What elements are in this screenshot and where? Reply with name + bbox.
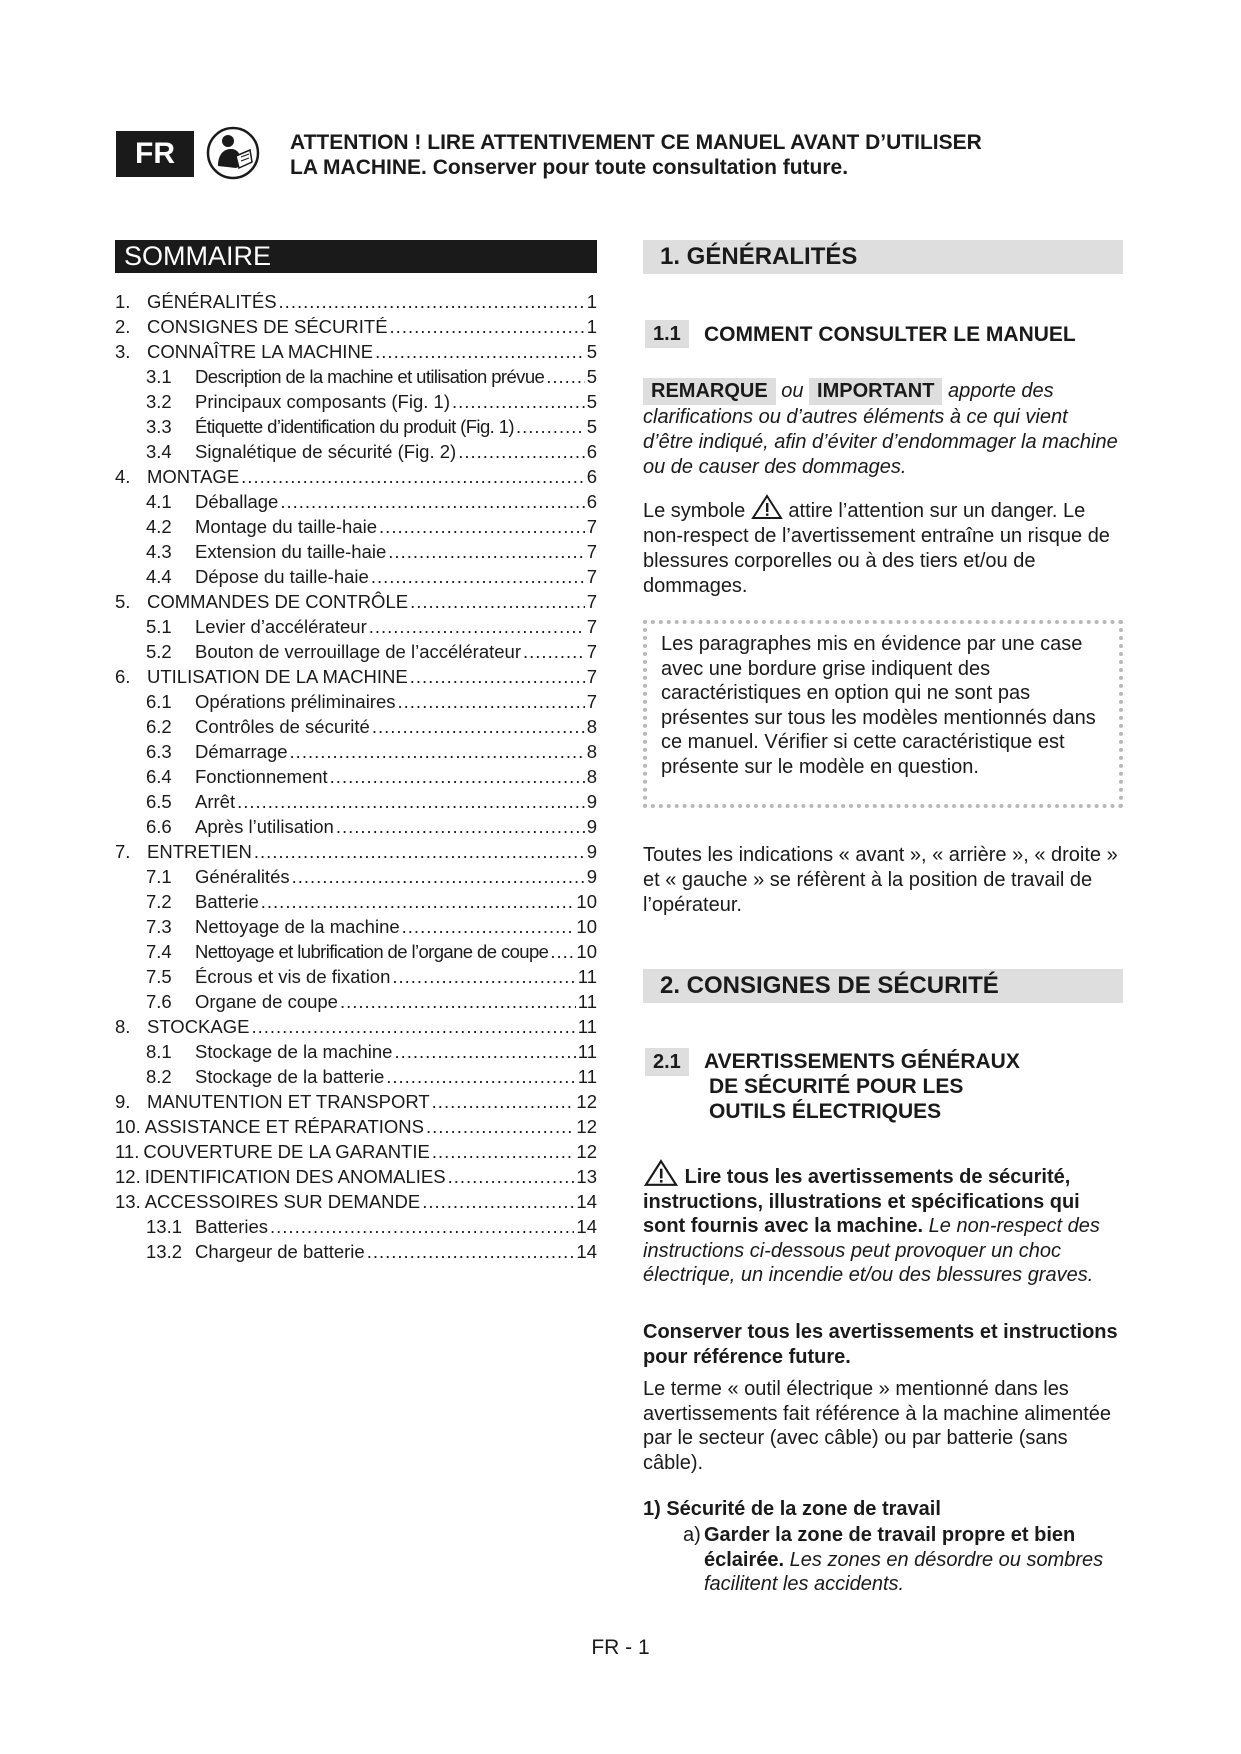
toc-entry: [115, 689, 597, 714]
toc-entry-label: Signalétique de sécurité (Fig. 2): [195, 441, 457, 462]
toc-entry: [115, 1164, 597, 1189]
toc-entry: [115, 414, 597, 439]
toc-entry-page: 12: [576, 1116, 597, 1137]
item-1a-bold: Garder la zone de travail propre et bien éclairée.: [704, 1524, 1076, 1571]
remark-text-1: apporte: [948, 380, 1016, 402]
toc-leader-dots: [369, 614, 585, 639]
toc-entry-page: 11: [577, 1066, 597, 1087]
toc-leader-dots: [458, 439, 585, 464]
toc-entry-number: 2.: [115, 316, 131, 337]
toc-leader-dots: [432, 1089, 575, 1114]
attention-line-1: ATTENTION ! LIRE ATTENTIVEMENT CE MANUEL AVANT D’UTILISER: [290, 131, 982, 154]
toc-entry-label: Stockage de la batterie: [195, 1066, 385, 1087]
toc-entry-label: MANUTENTION ET TRANSPORT: [147, 1091, 430, 1112]
toc-leader-dots: [379, 514, 585, 539]
toc-entry-number: 6.5: [146, 791, 172, 812]
warning-triangle-icon: [643, 1159, 679, 1187]
toc-entry-number: 7.6: [146, 991, 172, 1012]
toc-leader-dots: [340, 989, 576, 1014]
toc-entry: [115, 1039, 597, 1064]
toc-entry: [115, 589, 597, 614]
toc-entry-number: 4.4: [146, 566, 172, 587]
toc-leader-dots: [279, 289, 585, 314]
toc-entry-page: 7: [586, 691, 597, 712]
toc-entry-label: Généralités: [195, 866, 290, 887]
toc-entry-number: 6.2: [146, 716, 172, 737]
toc-entry-label: Contrôles de sécurité: [195, 716, 370, 737]
toc-entry: [115, 864, 597, 889]
toc-entry-number: 6.3: [146, 741, 172, 762]
toc-leader-dots: [375, 339, 585, 364]
section-1-title: 1. GÉNÉRALITÉS: [643, 240, 1123, 274]
toc-entry-page: 13: [576, 1166, 597, 1187]
toc-entry-page: 7: [586, 566, 597, 587]
toc-entry-label: Fonctionnement: [195, 766, 328, 787]
toc-entry-label: Description de la machine et utilisation prévue: [195, 366, 545, 387]
toc-entry-label: CONSIGNES DE SÉCURITÉ: [147, 316, 388, 337]
toc-entry-page: 1: [586, 316, 597, 337]
toc-entry: [115, 964, 597, 989]
toc-entry-number: 3.1: [146, 366, 172, 387]
toc-entry-label: Opérations préliminaires: [195, 691, 396, 712]
toc-entry-number: 8.2: [146, 1066, 172, 1087]
toc-entry-page: 7: [586, 541, 597, 562]
attention-notice: [290, 130, 1110, 180]
toc-leader-dots: [390, 314, 585, 339]
toc-entry-page: 11: [577, 1016, 597, 1037]
attention-line-2: LA MACHINE. Conserver pour toute consultation future.: [290, 156, 849, 179]
toc-title: SOMMAIRE: [115, 240, 597, 273]
toc-leader-dots: [336, 814, 585, 839]
toc-leader-dots: [241, 464, 585, 489]
subsection-2-1-number: 2.1: [645, 1048, 689, 1076]
language-badge: [116, 131, 194, 177]
toc-entry: [115, 539, 597, 564]
language-code: FR: [135, 137, 175, 170]
toc-entry-page: 11: [577, 1041, 597, 1062]
toc-entry-label: Dépose du taille-haie: [195, 566, 369, 587]
warning-triangle-icon: [751, 494, 783, 520]
toc-entry-label: Batteries: [195, 1216, 269, 1237]
remark-text-2: des clarifications ou d’autres éléments à ce qui vient d’être indiqué, afin d’éviter d’endommager la machine ou de causer des dommages.: [643, 380, 1118, 478]
position-paragraph: Toutes les indications « avant », « arrière », « droite » et « gauche » se réfèrent à la position de travail de l’opérateur.: [643, 844, 1118, 916]
important-tag: IMPORTANT: [809, 378, 942, 405]
toc-entry: [115, 789, 597, 814]
keep-instructions-paragraph: Conserver tous les avertissements et instructions pour référence future.: [643, 1321, 1118, 1368]
safety-item-1a: [683, 1523, 1123, 1597]
toc-leader-dots: [388, 539, 584, 564]
toc-entry-label: GÉNÉRALITÉS: [147, 291, 277, 312]
toc-entry: [115, 639, 597, 664]
toc-entry-page: 6: [586, 466, 597, 487]
toc-entry-label: ENTRETIEN: [147, 841, 252, 862]
toc-leader-dots: [261, 889, 575, 914]
read-manual-icon: [206, 126, 260, 180]
toc-leader-dots: [426, 1114, 574, 1139]
toc-entry-page: 12: [576, 1141, 597, 1162]
remark-tag: REMARQUE: [643, 378, 776, 405]
toc-entry: [115, 1064, 597, 1089]
toc-entry-label: Batterie: [195, 891, 259, 912]
toc-entry-number: 11.: [115, 1141, 140, 1162]
symbol-text-2: attire l’attention sur un danger. Le non-respect de l’avertissement entraîne un risque de blessures corporelles ou à des tiers et/ou de dommages.: [643, 500, 1110, 597]
toc-entry-label: Bouton de verrouillage de l’accélérateur: [195, 641, 522, 662]
toc-entry: [115, 1239, 597, 1264]
toc-entry-page: 10: [576, 941, 597, 962]
toc-entry: [115, 739, 597, 764]
toc-entry-label: Principaux composants (Fig. 1): [195, 391, 450, 412]
toc-entry: [115, 914, 597, 939]
or-word: ou: [781, 380, 804, 402]
toc-entry-number: 7.1: [146, 866, 172, 887]
toc-entry-number: 4.2: [146, 516, 172, 537]
toc-entry-label: MONTAGE: [147, 466, 240, 487]
toc-entry-label: CONNAÎTRE LA MACHINE: [147, 341, 374, 362]
toc-entry-label: Écrous et vis de fixation: [195, 966, 391, 987]
toc-leader-dots: [422, 1189, 574, 1214]
toc-leader-dots: [254, 839, 585, 864]
toc-entry-label: COUVERTURE DE LA GARANTIE: [143, 1141, 430, 1162]
toc-entry-page: 9: [586, 816, 597, 837]
toc-entry-number: 6.4: [146, 766, 172, 787]
toc-entry-label: Nettoyage de la machine: [195, 916, 400, 937]
warning-italic-text: Le non-respect des instructions ci-dessous peut provoquer un choc électrique, un incendie et/ou des blessures graves.: [643, 1215, 1100, 1286]
toc-entry-label: Organe de coupe: [195, 991, 338, 1012]
toc-entry-number: 3.3: [146, 416, 172, 437]
toc-entry-page: 11: [577, 991, 597, 1012]
toc-entry-number: 4.: [115, 466, 131, 487]
toc-entry-label: Démarrage: [195, 741, 288, 762]
toc-entry-number: 7.4: [146, 941, 172, 962]
toc-entry-number: 7.: [115, 841, 131, 862]
toc-entry: [115, 289, 597, 314]
toc-entry: [115, 489, 597, 514]
toc-leader-dots: [394, 1039, 575, 1064]
toc-entry-page: 14: [576, 1216, 597, 1237]
toc-entry-page: 7: [586, 591, 597, 612]
toc-entry-page: 9: [586, 791, 597, 812]
toc-entry-page: 14: [576, 1191, 597, 1212]
toc-leader-dots: [251, 1014, 575, 1039]
toc-leader-dots: [292, 864, 585, 889]
toc-entry-number: 7.5: [146, 966, 172, 987]
toc-entry-number: 6.6: [146, 816, 172, 837]
toc-entry-label: Étiquette d’identification du produit (Fig. 1): [195, 416, 514, 437]
toc-leader-dots: [330, 764, 585, 789]
symbol-paragraph: [643, 494, 1113, 599]
toc-entry-number: 3.: [115, 341, 131, 362]
toc-entry-label: Stockage de la machine: [195, 1041, 393, 1062]
toc-entry-page: 7: [586, 641, 597, 662]
subsection-1-1-number: 1.1: [645, 320, 689, 348]
toc-entry-page: 10: [576, 891, 597, 912]
toc-leader-dots: [290, 739, 585, 764]
toc-entry-page: 5: [586, 416, 597, 437]
toc-entry-number: 9.: [115, 1091, 131, 1112]
toc-entry-page: 8: [586, 766, 597, 787]
toc-entry-page: 1: [586, 291, 597, 312]
toc-entry: [115, 1189, 597, 1214]
remark-paragraph: [643, 378, 1123, 480]
toc-entry-number: 8.: [115, 1016, 131, 1037]
toc-leader-dots: [550, 939, 574, 964]
toc-entry-label: IDENTIFICATION DES ANOMALIES: [144, 1166, 446, 1187]
toc-entry-label: ACCESSOIRES SUR DEMANDE: [144, 1191, 421, 1212]
toc-entry-page: 9: [586, 841, 597, 862]
toc-entry-label: COMMANDES DE CONTRÔLE: [147, 591, 409, 612]
toc-entry-page: 6: [586, 441, 597, 462]
subsection-2-1-title: [704, 1049, 1020, 1124]
toc-entry: [115, 714, 597, 739]
toc-entry-page: 7: [586, 516, 597, 537]
toc-entry-number: 7.3: [146, 916, 172, 937]
general-warning-paragraph: [643, 1159, 1123, 1288]
toc-leader-dots: [523, 639, 585, 664]
toc-leader-dots: [452, 389, 585, 414]
toc-entry-page: 7: [586, 666, 597, 687]
subsection-2-1-title-line: OUTILS ÉLECTRIQUES: [709, 1100, 942, 1123]
toc-leader-dots: [237, 789, 585, 814]
toc-entry-number: 12.: [115, 1166, 141, 1187]
toc-leader-dots: [432, 1139, 575, 1164]
toc-entry-page: 8: [586, 716, 597, 737]
toc-leader-dots: [386, 1064, 576, 1089]
toc-entry-number: 6.1: [146, 691, 172, 712]
toc-entry-label: ASSISTANCE ET RÉPARATIONS: [144, 1116, 424, 1137]
optional-feature-note: Les paragraphes mis en évidence par une case avec une bordure grise indiquent des caractéristiques en option qui ne sont pas présentes sur tous les modèles mentionnés dans ce manuel. Vérifier si cette caractéristique est présente sur le modèle en question.: [643, 620, 1123, 808]
toc-leader-dots: [398, 689, 585, 714]
toc-entry-label: Levier d’accélérateur: [195, 616, 367, 637]
toc-entry-label: Déballage: [195, 491, 279, 512]
symbol-text-1: Le symbole: [643, 500, 746, 522]
toc-leader-dots: [410, 589, 585, 614]
toc-entry-page: 8: [586, 741, 597, 762]
toc-entry-number: 13.2: [146, 1241, 183, 1262]
toc-entry-page: 14: [576, 1241, 597, 1262]
toc-entry: [115, 464, 597, 489]
toc-leader-dots: [372, 714, 585, 739]
toc-entry-label: Montage du taille-haie: [195, 516, 378, 537]
term-definition-paragraph: Le terme « outil électrique » mentionné dans les avertissements fait référence à la machine alimentée par le secteur (avec câble) ou par batterie (sans câble).: [643, 1378, 1112, 1474]
toc-entry: [115, 939, 597, 964]
section-2-title: 2. CONSIGNES DE SÉCURITÉ: [643, 969, 1123, 1003]
toc-entry-number: 5.2: [146, 641, 172, 662]
toc-entry: [115, 1089, 597, 1114]
toc-leader-dots: [367, 1239, 575, 1264]
toc-entry: [115, 614, 597, 639]
toc-leader-dots: [546, 364, 585, 389]
toc-entry-page: 5: [586, 341, 597, 362]
toc-entry-page: 5: [586, 391, 597, 412]
item-1a-italic: Les zones en désordre ou sombres facilitent les accidents.: [704, 1548, 1104, 1595]
toc-entry: [115, 1214, 597, 1239]
toc-leader-dots: [392, 964, 575, 989]
toc-entry-page: 12: [576, 1091, 597, 1112]
toc-entry-label: Chargeur de batterie: [195, 1241, 365, 1262]
toc-entry-number: 13.: [115, 1191, 141, 1212]
toc-entry-number: 1.: [115, 291, 131, 312]
toc-entry-label: Extension du taille-haie: [195, 541, 387, 562]
toc-entry-page: 7: [586, 616, 597, 637]
toc-entry-label: STOCKAGE: [147, 1016, 250, 1037]
toc-entry-page: 5: [586, 366, 597, 387]
toc-entry: [115, 364, 597, 389]
toc-entry-number: 13.1: [146, 1216, 183, 1237]
toc-entry: [115, 314, 597, 339]
toc-leader-dots: [402, 914, 575, 939]
toc-entry-label: Nettoyage et lubrification de l’organe de coupe: [195, 941, 549, 962]
toc-leader-dots: [516, 414, 585, 439]
toc-leader-dots: [270, 1214, 574, 1239]
toc-entry: [115, 664, 597, 689]
toc-entry-label: Arrêt: [195, 791, 236, 812]
toc-entry-number: 7.2: [146, 891, 172, 912]
toc-entry: [115, 564, 597, 589]
toc-entry: [115, 1014, 597, 1039]
toc-entry: [115, 764, 597, 789]
toc-entry-number: 4.3: [146, 541, 172, 562]
toc-entry-page: 11: [577, 966, 597, 987]
toc-entry: [115, 1139, 597, 1164]
toc-entry-number: 5.1: [146, 616, 172, 637]
toc-entry: [115, 1114, 597, 1139]
toc-entry-number: 8.1: [146, 1041, 172, 1062]
toc-entry: [115, 889, 597, 914]
toc-entry: [115, 389, 597, 414]
toc-entry: [115, 839, 597, 864]
item-letter: a): [683, 1524, 701, 1546]
subsection-2-1-title-line: DE SÉCURITÉ POUR LES: [709, 1075, 964, 1098]
toc-entry: [115, 989, 597, 1014]
toc-entry-page: 10: [576, 916, 597, 937]
toc-entry: [115, 514, 597, 539]
toc-entry-label: UTILISATION DE LA MACHINE: [147, 666, 408, 687]
toc-entry-page: 6: [586, 491, 597, 512]
toc-leader-dots: [410, 664, 585, 689]
subsection-2-1-title-line: AVERTISSEMENTS GÉNÉRAUX: [704, 1050, 1020, 1073]
toc-leader-dots: [448, 1164, 575, 1189]
table-of-contents: [115, 289, 597, 1264]
safety-item-1-heading: 1) Sécurité de la zone de travail: [643, 1498, 941, 1520]
subsection-1-1-title: COMMENT CONSULTER LE MANUEL: [704, 323, 1076, 346]
toc-entry-number: 3.2: [146, 391, 172, 412]
toc-entry-number: 4.1: [146, 491, 172, 512]
warning-bold-text: Lire tous les avertissements de sécurité, instructions, illustrations et spécifications qui sont fournis avec la machine.: [643, 1166, 1080, 1237]
toc-entry: [115, 814, 597, 839]
toc-entry: [115, 439, 597, 464]
toc-entry: [115, 339, 597, 364]
toc-entry-number: 10.: [115, 1116, 141, 1137]
page-number: FR - 1: [591, 1636, 650, 1659]
toc-entry-label: Après l’utilisation: [195, 816, 334, 837]
toc-leader-dots: [280, 489, 584, 514]
toc-leader-dots: [371, 564, 585, 589]
toc-entry-number: 6.: [115, 666, 131, 687]
toc-entry-page: 9: [586, 866, 597, 887]
toc-entry-number: 5.: [115, 591, 131, 612]
toc-entry-number: 3.4: [146, 441, 172, 462]
